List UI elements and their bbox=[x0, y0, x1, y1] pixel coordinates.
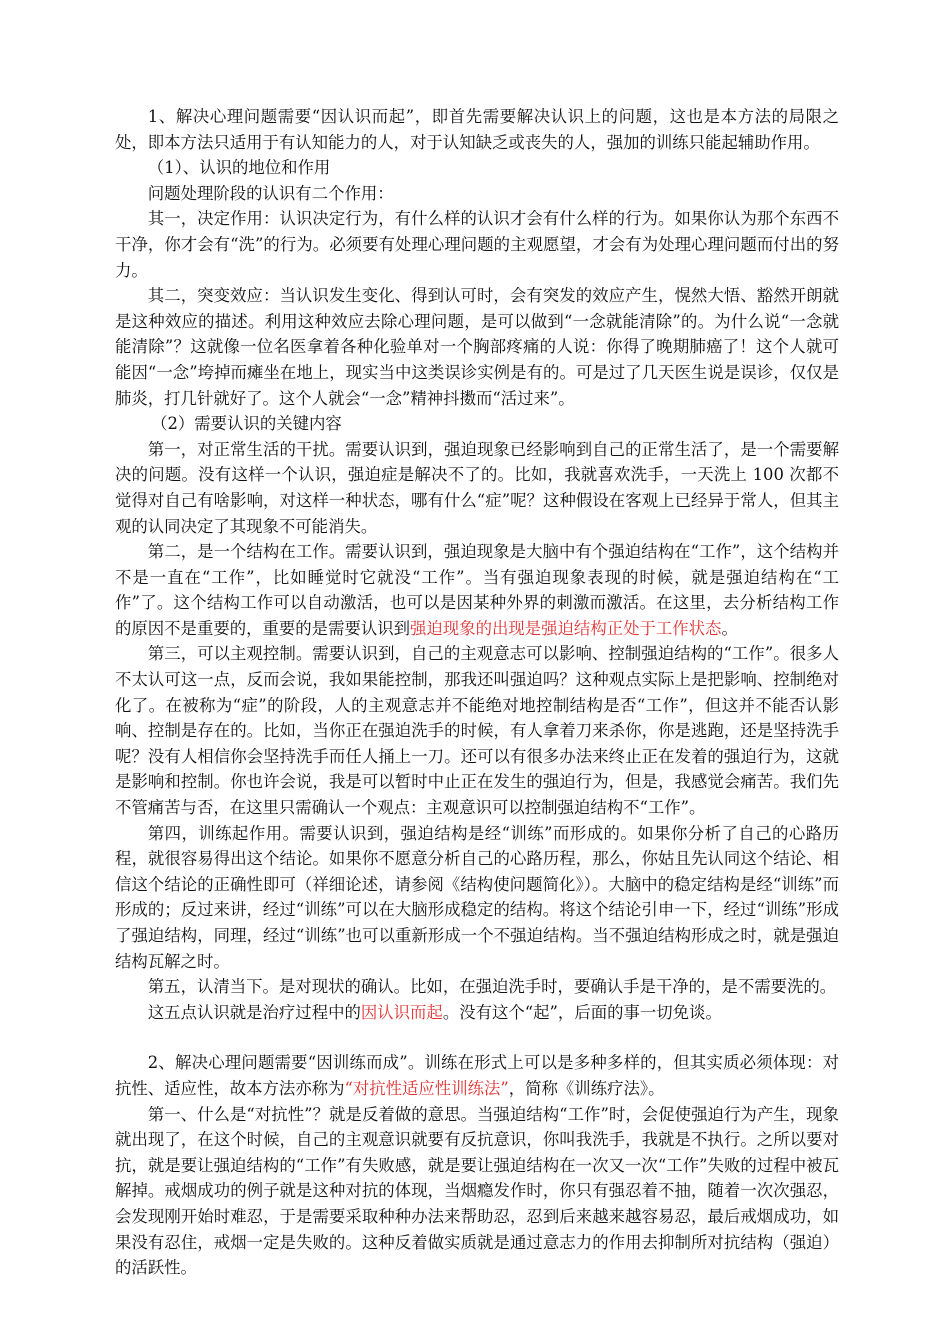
sub2-paragraph-2 bbox=[115, 539, 839, 641]
sub2-paragraph-6-text: 这五点认识就是治疗过程中的 bbox=[147, 1002, 361, 1022]
sub2-paragraph-6-end: 。没有这个“起”，后面的事一切免谈。 bbox=[442, 1002, 722, 1022]
sub2-paragraph-4: 第四，训练起作用。需要认识到，强迫结构是经“训练”而形成的。如果你分析了自己的心路历程，就很容易得出这个结论。如果你不愿意分析自己的心路历程，那么，你姑且先认同这个结论、相信这个结论的正确性即可（祥细论述，请参阅《结构使问题简化》）。大脑中的稳定结构是经“训练”而形成的；反过来讲，经过“训练”可以在大脑形成稳定的结构。将这个结论引申一下，经过“训练”形成了强迫结构，同理，经过“训练”也可以重新形成一个不强迫结构。当不强迫结构形成之时，就是强迫结构瓦解之时。 bbox=[115, 823, 839, 971]
section2-intro-end: ，简称《训练疗法》。 bbox=[508, 1078, 665, 1098]
sub1-lead: 问题处理阶段的认识有二个作用： bbox=[147, 183, 394, 203]
sub2-paragraph-1: 第一，对正常生活的干扰。需要认识到，强迫现象已经影响到自己的正常生活了，是一个需要解决的问题。没有这样一个认识，强迫症是解决不了的。比如，我就喜欢洗手，一天洗上 100 次都不觉得对自己有啥影响，对这样一种状态，哪有什么“症”呢？这种假设在客观上已经异于常人，但其主观的认同决定了其现象不可能消失。 bbox=[115, 439, 839, 536]
section2-paragraph-1: 第一、什么是“对抗性”？就是反着做的意思。当强迫结构“工作”时，会促使强迫行为产生，现象就出现了，在这个时候，自己的主观意识就要有反抗意识，你叫我洗手，我就是不执行。之所以要对抗，就是要让强迫结构的“工作”有失败感，就是要让强迫结构在一次又一次“工作”失败的过程中被瓦解掉。戒烟成功的例子就是这种对抗的体现，当烟瘾发作时，你只有强忍着不抽，随着一次次强忍，会发现刚开始时难忍，于是需要采取种种办法来帮助忍，忍到后来越来越容易忍，最后戒烟成功，如果没有忍住，戒烟一定是失败的。这种反着做实质就是通过意志力的作用去抑制所对抗结构（强迫）的活跃性。 bbox=[115, 1104, 839, 1278]
section-gap bbox=[115, 1025, 839, 1050]
sub2-paragraph-2-text: 第二，是一个结构在工作。需要认识到，强迫现象是大脑中有个强迫结构在“工作”，这个结构并不是一直在“工作”，比如睡觉时它就没“工作”。当有强迫现象表现的时候，就是强迫结构在“工作”了。这个结构工作可以自动激活，也可以是因某种外界的刺激而激活。在这里，去分析结构工作的原因不是重要的，重要的是需要认识到 bbox=[115, 542, 839, 638]
sub1-paragraph-2: 其二，突变效应：当认识发生变化、得到认可时，会有突发的效应产生，愰然大悟、豁然开朗就是这种效应的描述。利用这种效应去除心理问题，是可以做到“一念就能清除”的。为什么说“一念就能清除”？这就像一位名医拿着各种化验单对一个胸部疼痛的人说：你得了晚期肺癌了！这个人就可能因“一念”垮掉而瘫坐在地上，现实当中这类误诊实例是有的。可是过了几天医生说是误诊，仅仅是肺炎，打几针就好了。这个人就会“一念”精神抖擞而“活过来”。 bbox=[115, 286, 839, 408]
highlight-text: 因认识而起 bbox=[360, 1002, 443, 1022]
document-page bbox=[115, 104, 839, 1281]
sub1-heading: （1）、认识的地位和作用 bbox=[147, 158, 331, 178]
section2-intro-text: 2、解决心理问题需要“因训练而成”。训练在形式上可以是多种多样的，但其实质必须体现：对抗性、适应性，故本方法亦称为 bbox=[115, 1053, 839, 1098]
highlight-text: “对抗性适应性训练法” bbox=[344, 1078, 509, 1098]
sub2-paragraph-3: 第三，可以主观控制。需要认识到，自己的主观意志可以影响、控制强迫结构的“工作”。很多人不太认可这一点，反而会说，我如果能控制，那我还叫强迫吗？这种观点实际上是把影响、控制绝对化了。在被称为“症”的阶段，人的主观意志并不能绝对地控制结构是否“工作”，但这并不能否认影响、控制是存在的。比如，当你正在强迫洗手的时候，有人拿着刀来杀你，你是逃跑，还是坚持洗手呢？没有人相信你会坚持洗手而任人捅上一刀。还可以有很多办法来终止正在发着的强迫行为，这就是影响和控制。你也许会说，我是可以暂时中止正在发生的强迫行为，但是，我感觉会痛苦。我们先不管痛苦与否，在这里只需确认一个观点：主观意识可以控制强迫结构不“工作”。 bbox=[115, 644, 839, 818]
sub2-paragraph-2-end: 。 bbox=[721, 618, 738, 638]
sub2-paragraph-5: 第五，认清当下。是对现状的确认。比如，在强迫洗手时，要确认手是干净的，是不需要洗的。 bbox=[147, 977, 837, 997]
sub1-paragraph-1: 其一，决定作用：认识决定行为，有什么样的认识才会有什么样的行为。如果你认为那个东西不干净，你才会有“洗”的行为。必须要有处理心理问题的主观愿望，才会有为处理心理问题而付出的努力。 bbox=[115, 209, 839, 280]
highlight-text: 强迫现象的出现是强迫结构正处于工作状态 bbox=[410, 618, 722, 638]
sub2-heading: （2）需要认识的关键内容 bbox=[151, 414, 342, 434]
section2-intro bbox=[115, 1050, 839, 1101]
section1-intro: 1、解决心理问题需要“因认识而起”，即首先需要解决认识上的问题，这也是本方法的局限之处，即本方法只适用于有认知能力的人，对于认知缺乏或丧失的人，强加的训练只能起辅助作用。 bbox=[115, 107, 839, 152]
sub2-paragraph-6 bbox=[115, 1000, 839, 1026]
